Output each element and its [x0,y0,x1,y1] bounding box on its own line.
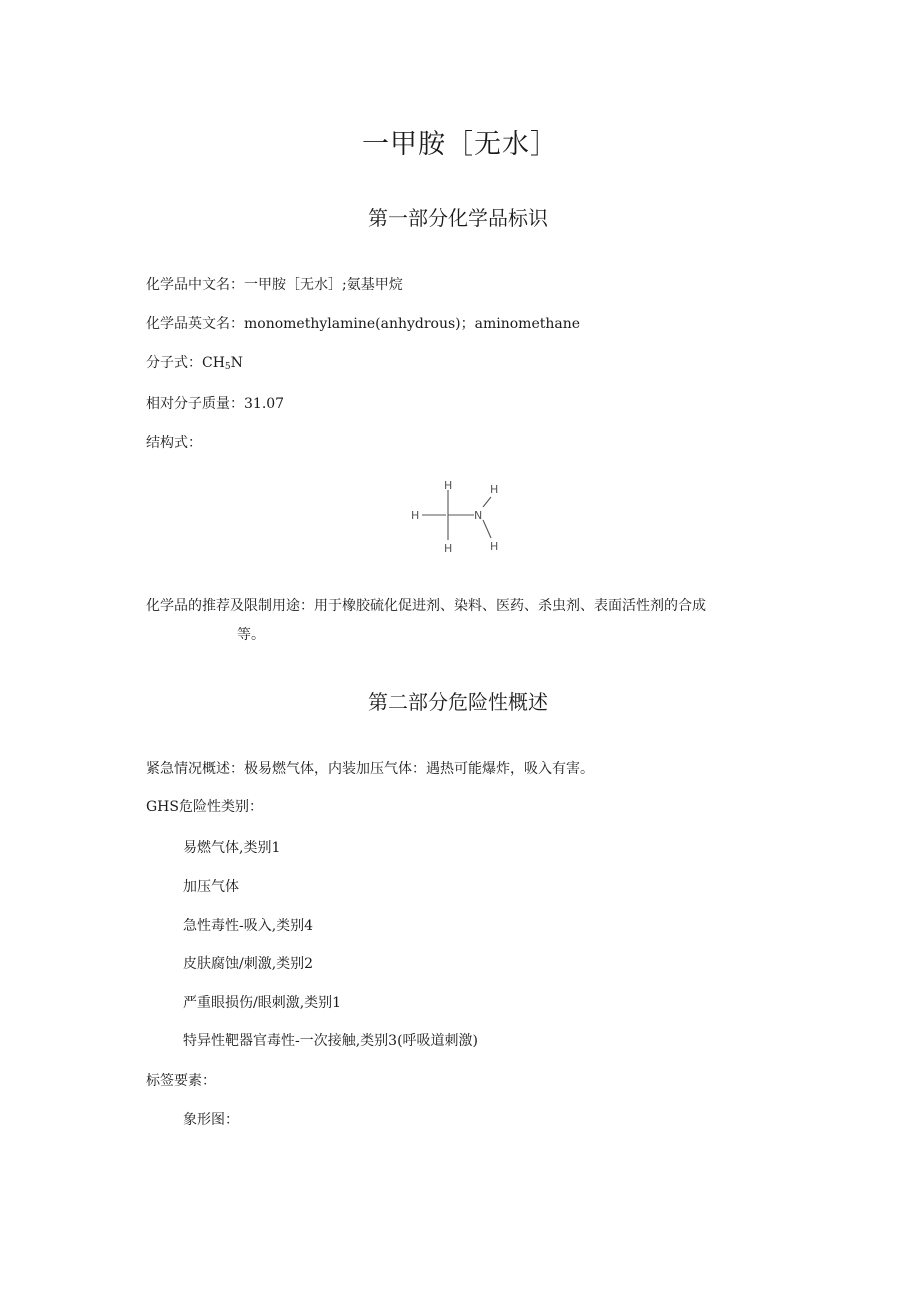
english-name-label: 化学品英文名： [146,316,244,332]
chinese-name-label: 化学品中文名： [146,277,244,293]
recommended-use-line1: 化学品的推荐及限制用途：用于橡胶硫化促进剂、染料、医药、杀虫剂、表面活性剂的合成 [146,598,706,614]
english-name-value: monomethylamine(anhydrous)；aminomethane [244,316,581,332]
section-heading-part1: 第一部分化学品标识 [368,206,548,230]
atom-h-n-bottom: H [490,540,499,553]
ghs-item: 易燃气体,类别1 [183,840,281,856]
structural-formula-diagram [408,476,508,556]
chinese-name-value: 一甲胺［无水］;氨基甲烷 [244,277,403,293]
atom-h-bottom: H [444,542,453,555]
ghs-item: 皮肤腐蚀/刺激,类别2 [183,956,314,972]
bond-n-h-top [483,497,491,507]
molecular-mass-value: 31.07 [244,396,285,412]
ghs-item: 严重眼损伤/眼刺激,类别1 [183,995,342,1011]
ghs-item: 急性毒性-吸入,类别4 [183,918,314,934]
section-heading-part2: 第二部分危险性概述 [368,690,548,714]
chinese-name-line [146,274,403,294]
english-name-line [146,313,580,333]
atom-h-top: H [444,479,453,492]
atom-h-left: H [411,509,420,522]
ghs-category-label: GHS危险性类别： [146,799,263,815]
ghs-item: 特异性靶器官毒性-一次接触,类别3(呼吸道刺激) [183,1033,479,1049]
pictogram-label: 象形图： [183,1112,239,1128]
structure-label: 结构式： [146,435,202,451]
formula-value: $CH_5N$ [202,355,243,372]
atom-h-n-top: H [490,483,499,496]
ghs-item: 加压气体 [183,879,239,895]
formula-line [146,352,243,372]
formula-label: 分子式： [146,355,202,371]
bond-n-h-bottom [483,520,491,538]
molecular-mass-label: 相对分子质量： [146,396,244,412]
molecular-mass-line [146,393,284,413]
emergency-overview: 紧急情况概述：极易燃气体，内装加压气体：遇热可能爆炸，吸入有害。 [146,761,594,777]
document-title: 一甲胺［无水］ [362,129,558,160]
recommended-use-line2: 等。 [237,627,265,643]
atom-n: N [474,509,483,522]
label-elements-label: 标签要素： [146,1073,216,1089]
